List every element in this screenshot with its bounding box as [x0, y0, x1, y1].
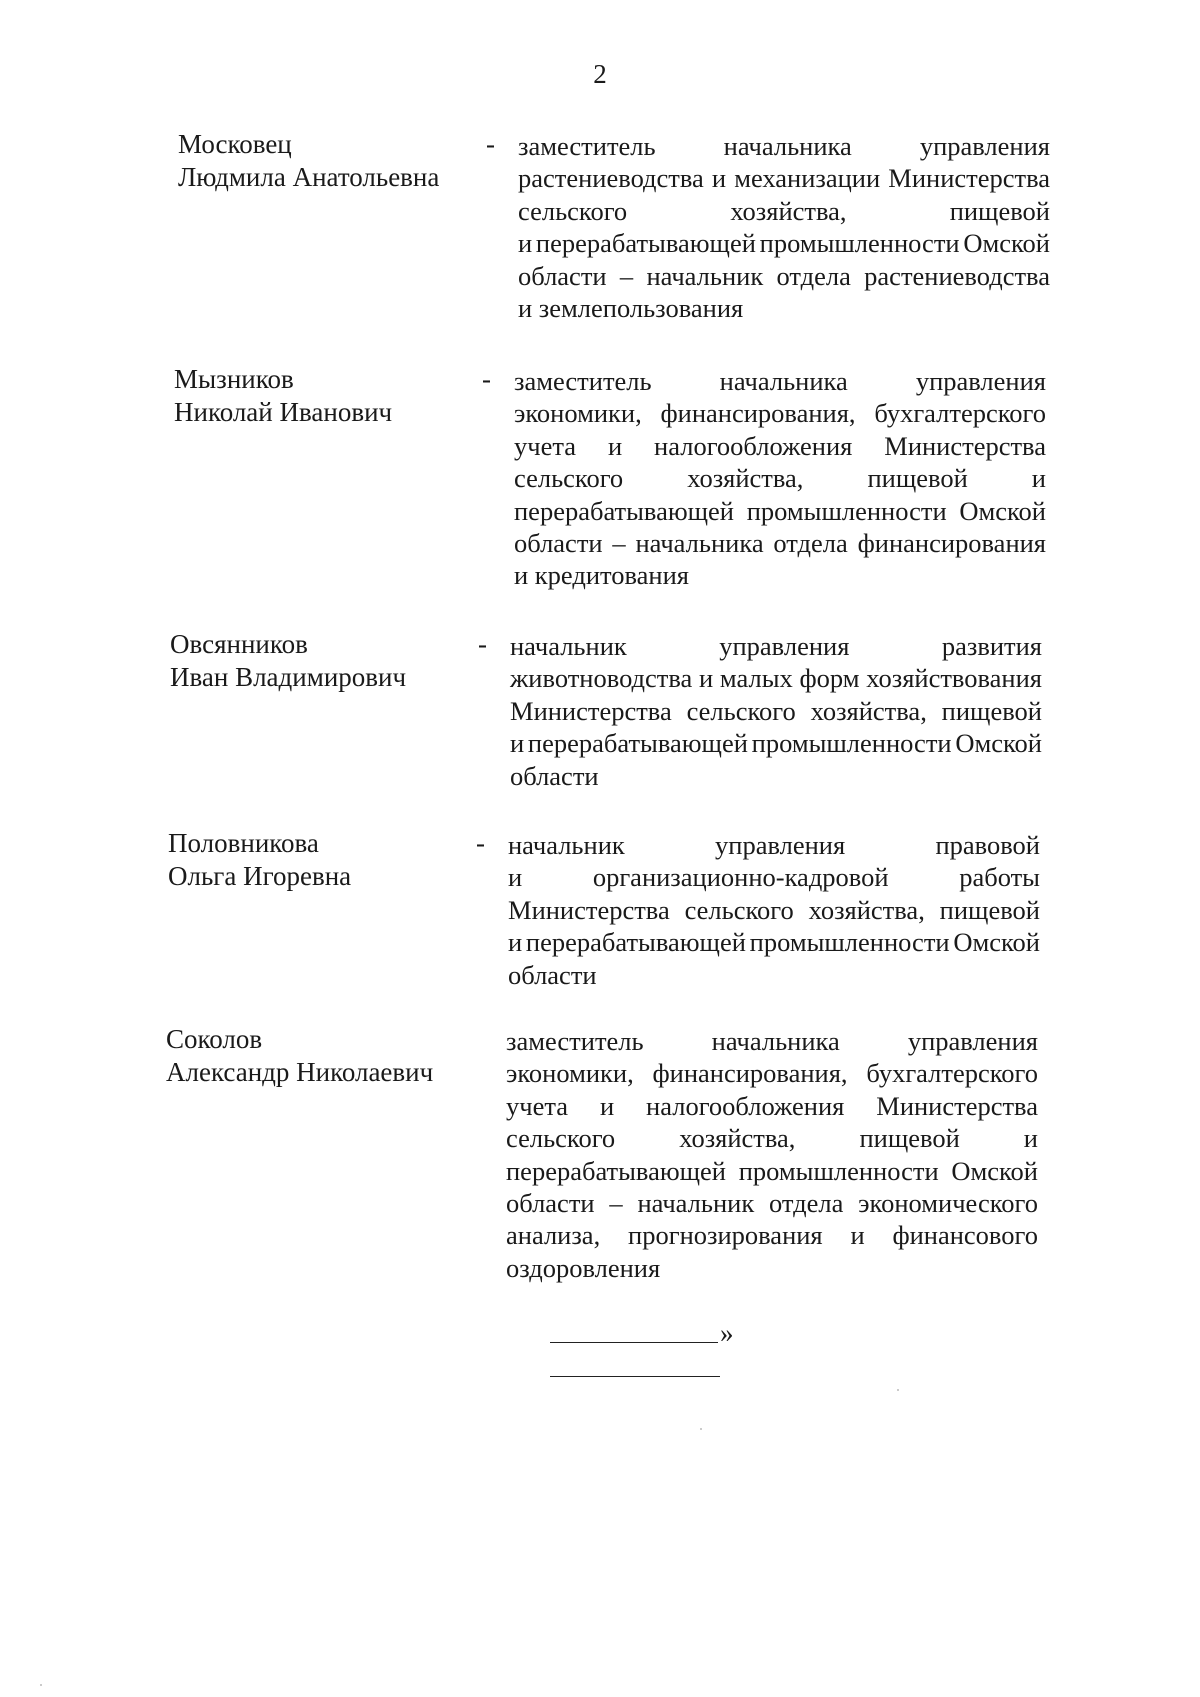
closing-quote: » — [720, 1318, 734, 1348]
word: правовой — [935, 830, 1040, 860]
word: сельского — [518, 195, 628, 226]
word: перерабатывающей — [527, 728, 748, 759]
word: перерабатывающей — [535, 228, 756, 259]
scan-speck — [700, 1428, 702, 1430]
position-line — [518, 130, 1050, 162]
position-line — [508, 829, 1040, 861]
word: управления — [915, 366, 1046, 396]
person-name — [174, 363, 474, 429]
word: перерабатывающей — [525, 927, 746, 958]
position-line — [510, 695, 1042, 727]
scan-speck — [40, 1684, 42, 1686]
word: – — [609, 1187, 623, 1218]
position-line — [508, 894, 1040, 926]
word: отдела — [773, 527, 848, 558]
word: начальника — [711, 1026, 840, 1056]
scan-speck — [897, 1389, 899, 1391]
word: и — [1023, 1123, 1038, 1154]
position-line — [506, 1025, 1038, 1057]
position-line — [508, 861, 1040, 893]
word: промышленности — [759, 228, 960, 259]
surname: Мызников — [174, 364, 294, 394]
position-line: и землепользования — [518, 292, 744, 323]
word: Омской — [963, 228, 1050, 259]
word: Министерства — [888, 163, 1050, 194]
word: управления — [919, 131, 1050, 161]
position-line — [514, 397, 1046, 429]
given-names: Иван Владимирович — [170, 662, 407, 692]
page-number: 2 — [593, 59, 607, 89]
position-line — [514, 495, 1046, 527]
person-name — [168, 827, 468, 893]
word: учета — [514, 430, 577, 461]
word: бухгалтерского — [874, 398, 1046, 429]
word: финансирования, — [652, 1058, 848, 1089]
word: и — [510, 728, 525, 759]
word: перерабатывающей — [514, 495, 734, 526]
person-name — [166, 1023, 466, 1089]
position-line — [510, 727, 1042, 759]
word: заместитель — [506, 1026, 644, 1056]
given-names: Ольга Игоревна — [168, 861, 352, 891]
given-names: Николай Иванович — [174, 397, 393, 427]
word: и — [850, 1220, 865, 1251]
given-names: Александр Николаевич — [166, 1057, 434, 1087]
word: механизации — [734, 163, 881, 194]
word: пищевой — [939, 894, 1040, 925]
word: и — [607, 430, 623, 461]
word: – — [612, 527, 626, 558]
position-line — [518, 227, 1050, 259]
word: начальника — [635, 527, 764, 558]
position-line — [514, 462, 1046, 494]
word: и — [1031, 463, 1046, 494]
word: области — [514, 527, 603, 558]
word: хозяйства, — [730, 195, 847, 226]
word: форм — [799, 663, 860, 694]
position-line — [510, 662, 1042, 694]
position-description — [510, 630, 1042, 792]
word: экономики, — [514, 398, 642, 429]
word: пищевой — [949, 195, 1050, 226]
position-line — [510, 630, 1042, 662]
surname: Московец — [178, 129, 292, 159]
word: промышленности — [749, 927, 950, 958]
position-description — [508, 829, 1040, 991]
word: промышленности — [751, 728, 952, 759]
word: хозяйствования — [866, 663, 1042, 694]
word: животноводства — [510, 663, 693, 694]
position-description — [514, 365, 1046, 592]
word: Омской — [955, 728, 1042, 759]
word: и — [599, 1090, 615, 1121]
word: начальника — [723, 131, 852, 161]
closing-rule — [550, 1342, 718, 1343]
position-line — [506, 1187, 1038, 1219]
position-line — [506, 1057, 1038, 1089]
word: заместитель — [514, 366, 652, 396]
word: управления — [715, 830, 846, 860]
word: промышленности — [738, 1155, 939, 1186]
word: экономики, — [506, 1058, 634, 1089]
word: сельского — [514, 463, 624, 494]
position-line — [506, 1122, 1038, 1154]
word: пищевой — [941, 695, 1042, 726]
word: хозяйства, — [679, 1123, 796, 1154]
word: экономического — [858, 1187, 1038, 1218]
person-name — [178, 128, 478, 194]
word: начальник — [646, 260, 764, 291]
word: и — [711, 163, 727, 194]
word: Министерства — [508, 894, 670, 925]
surname: Половникова — [168, 828, 319, 858]
word: области — [518, 260, 607, 291]
position-line — [514, 365, 1046, 397]
word: малых — [719, 663, 793, 694]
word: отдела — [776, 260, 851, 291]
word: финансирования, — [660, 398, 856, 429]
word: организационно-кадровой — [592, 862, 889, 893]
word: начальник — [637, 1187, 755, 1218]
position-line — [506, 1090, 1038, 1122]
position-line — [506, 1219, 1038, 1251]
closing-rule — [550, 1376, 720, 1377]
person-name — [170, 628, 470, 694]
word: и — [699, 663, 714, 694]
surname: Соколов — [166, 1024, 263, 1054]
surname: Овсянников — [170, 629, 308, 659]
word: начальник — [508, 830, 625, 860]
word: управления — [907, 1026, 1038, 1056]
position-line — [518, 195, 1050, 227]
position-line — [518, 260, 1050, 292]
word: бухгалтерского — [866, 1058, 1038, 1089]
position-line — [506, 1155, 1038, 1187]
word: хозяйства, — [810, 695, 927, 726]
position-line — [518, 162, 1050, 194]
position-line: области — [510, 760, 599, 791]
position-line — [508, 926, 1040, 958]
word: растениеводства — [518, 163, 704, 194]
position-line — [514, 527, 1046, 559]
word: сельского — [686, 695, 796, 726]
word: хозяйства, — [687, 463, 804, 494]
word: области — [506, 1187, 595, 1218]
word: промышленности — [746, 495, 947, 526]
word: заместитель — [518, 131, 656, 161]
word: и — [508, 862, 523, 893]
position-line: оздоровления — [506, 1252, 661, 1283]
separator-dash: - — [476, 828, 485, 858]
word: финансирования — [857, 527, 1046, 558]
word: Омской — [959, 495, 1046, 526]
word: перерабатывающей — [506, 1155, 726, 1186]
word: сельского — [506, 1123, 616, 1154]
separator-dash: - — [478, 629, 487, 659]
given-names: Людмила Анатольевна — [178, 162, 440, 192]
word: Министерства — [510, 695, 672, 726]
word: управления — [719, 631, 850, 661]
word: налогообложения — [654, 430, 853, 461]
word: налогообложения — [646, 1090, 845, 1121]
word: Министерства — [884, 430, 1046, 461]
word: пищевой — [859, 1123, 960, 1154]
word: прогнозирования — [628, 1220, 823, 1251]
separator-dash: - — [482, 364, 491, 394]
word: Министерства — [876, 1090, 1038, 1121]
separator-dash: - — [486, 129, 495, 159]
word: анализа, — [506, 1220, 601, 1251]
word: Омской — [953, 927, 1040, 958]
position-line — [514, 430, 1046, 462]
word: начальник — [510, 631, 627, 661]
word: и — [518, 228, 533, 259]
word: и — [508, 927, 523, 958]
word: учета — [506, 1090, 569, 1121]
position-description — [518, 130, 1050, 324]
word: начальника — [719, 366, 848, 396]
word: развития — [941, 631, 1042, 661]
position-line: и кредитования — [514, 560, 689, 591]
word: хозяйства, — [808, 894, 925, 925]
word: финансового — [892, 1220, 1038, 1251]
word: растениеводства — [864, 260, 1050, 291]
word: Омской — [951, 1155, 1038, 1186]
word: пищевой — [867, 463, 968, 494]
word: работы — [959, 862, 1040, 893]
position-line: области — [508, 959, 597, 990]
word: сельского — [684, 894, 794, 925]
word: отдела — [769, 1187, 844, 1218]
word: – — [619, 260, 634, 291]
position-description — [506, 1025, 1038, 1284]
